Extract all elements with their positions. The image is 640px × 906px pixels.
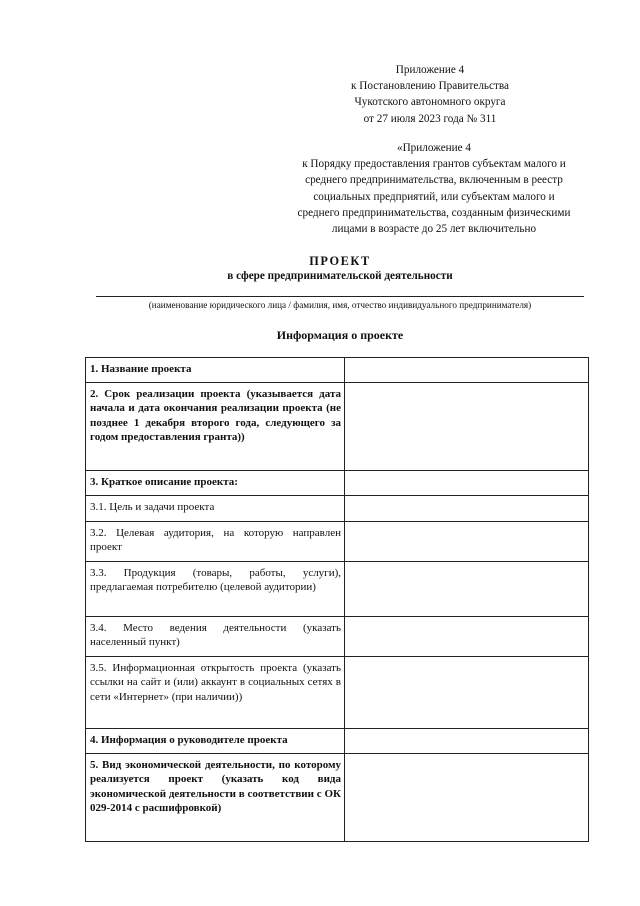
row-value-cell[interactable]	[345, 617, 589, 657]
row-value-cell[interactable]	[345, 754, 589, 842]
project-info-table	[85, 357, 589, 842]
row-label: 3.1. Цель и задачи проекта	[86, 496, 345, 522]
document-subtitle: в сфере предпринимательской деятельности	[227, 270, 453, 282]
row-value-cell[interactable]	[345, 522, 589, 562]
name-fill-line	[96, 296, 584, 297]
row-label: 3.3. Продукция (товары, работы, услуги), предлагаемая потребителю (целевой аудитории)	[86, 562, 345, 617]
table-row	[86, 754, 589, 842]
row-label: 3. Краткое описание проекта:	[86, 471, 345, 496]
appendix-line: от 27 июля 2023 года № 311	[363, 112, 497, 125]
appendix-header	[330, 62, 530, 127]
row-label: 3.5. Информационная открытость проекта (указать ссылки на сайт и (или) аккаунт в социальных сетях в сети «Интернет» (при наличии))	[86, 657, 345, 729]
row-label: 4. Информация о руководителе проекта	[86, 729, 345, 754]
appendix-procedure-header	[274, 140, 594, 237]
table-row	[86, 617, 589, 657]
name-caption: (наименование юридического лица / фамилия, имя, отчество индивидуального предпринимателя)	[148, 300, 532, 310]
row-value-cell[interactable]	[345, 383, 589, 471]
row-label: 3.4. Место ведения деятельности (указать населенный пункт)	[86, 617, 345, 657]
table-row	[86, 729, 589, 754]
row-value-cell[interactable]	[345, 358, 589, 383]
appendix2-line: «Приложение 4	[396, 142, 472, 154]
row-label: 1. Название проекта	[86, 358, 345, 383]
row-value-cell[interactable]	[345, 562, 589, 617]
row-value-cell[interactable]	[345, 471, 589, 496]
row-value-cell[interactable]	[345, 657, 589, 729]
row-label: 2. Срок реализации проекта (указывается дата начала и дата окончания реализации проекта (не позднее 1 декабря второго года, следующего за годом предоставления гранта))	[86, 383, 345, 471]
row-label: 3.2. Целевая аудитория, на которую направлен проект	[86, 522, 345, 562]
table-row	[86, 496, 589, 522]
appendix-line: к Постановлению Правительства	[351, 80, 509, 93]
row-label: 5. Вид экономической деятельности, по которому реализуется проект (указать код вида экономической деятельности в соответствии с ОК 029-2014 с расшифровкой)	[86, 754, 345, 842]
table-row	[86, 383, 589, 471]
appendix2-line: к Порядку предоставления грантов субъектам малого и	[302, 158, 566, 171]
appendix2-line: лицами в возрасте до 25 лет включительно	[331, 223, 537, 236]
row-value-cell[interactable]	[345, 729, 589, 754]
table-row	[86, 657, 589, 729]
appendix-line: Чукотского автономного округа	[354, 96, 506, 109]
table-row	[86, 562, 589, 617]
table-row	[86, 471, 589, 496]
appendix2-line: социальных предприятий, или субъектам малого и	[313, 190, 555, 203]
document-title: ПРОЕКТ	[309, 254, 371, 268]
appendix-line: Приложение 4	[395, 64, 465, 76]
section-title: Информация о проекте	[276, 328, 404, 342]
table-row	[86, 522, 589, 562]
table-row	[86, 358, 589, 383]
appendix2-line: среднего предпринимательства, созданным физическими	[297, 206, 571, 219]
row-value-cell[interactable]	[345, 496, 589, 522]
appendix2-line: среднего предпринимательства, включенным в реестр	[305, 174, 563, 187]
